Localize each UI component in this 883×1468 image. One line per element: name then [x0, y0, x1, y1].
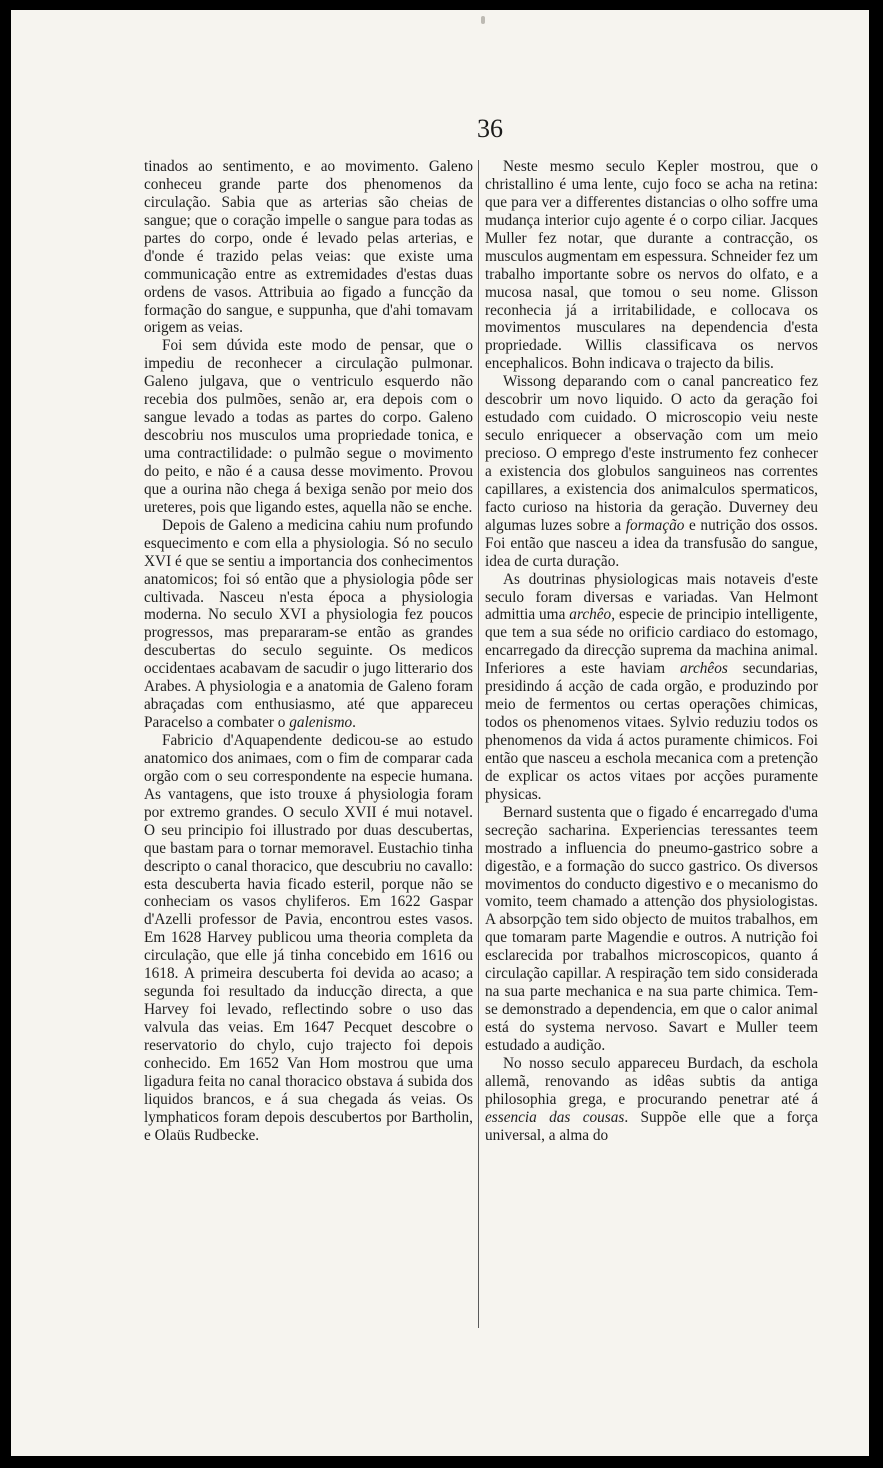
paragraph: Depois de Galeno a medicina cahiu num profundo esquecimento e com ella a physiologia. Só no seculo XVI é que se sentiu a importancia dos conhecimentos anatomicos; foi só então que a physiologia pôde ser cultivada. Nasceu n'esta época a physiologia moderna. No seculo XVI a physiologia fez poucos progressos, mas prepararam-se então as grandes descubertas do seculo seguinte. Os medicos occidentaes acabavam de sacudir o jugo litterario dos Arabes. A physiologia e a anatomia de Galeno foram abraçadas com enthusiasmo, até que appareceu Paracelso a combater o galenismo.	[144, 516, 473, 732]
page-mark	[481, 16, 485, 24]
paragraph: Wissong deparando com o canal pancreatico fez descobrir um novo liquido. O acto da geração foi estudado com cuidado. O microscopio veiu neste seculo enriquecer a observação com um meio precioso. O emprego d'este instrumento fez conhecer a existencia dos globulos sanguineos nas correntes capillares, a existencia dos animalculos spermaticos, facto curioso na historia da geração. Duverney deu algumas luzes sobre a formação e nutrição dos ossos. Foi então que nasceu a idea da transfusão do sangue, idea de curta duração.	[485, 373, 818, 570]
italic-term: formação	[625, 516, 685, 534]
paragraph: As doutrinas physiologicas mais notaveis d'este seculo foram diversas e variadas. Van Helmont admittia uma archêo, especie de principio intelligente, que tem a sua séde no orificio cardiaco do estomago, encarregado da direcção suprema da machina animal. Inferiores a este haviam archêos secundarias, presidindo á acção de cada orgão, e produzindo por meio de fermentos ou certas operações chimicas, todos os phenomenos vitaes. Sylvio reduziu todos os phenomenos da vida á actos puramente chimicos. Foi então que nasceu a eschola mecanica com a pretenção de explicar os actos vitaes por acções puramente physicas.	[485, 570, 818, 803]
paragraph: No nosso seculo appareceu Burdach, da eschola allemã, renovando as idêas subtis da antiga philosophia grega, e procurando penetrar até á essencia das cousas. Suppõe elle que a força universal, a alma do	[485, 1054, 818, 1144]
paragraph: Fabricio d'Aquapendente dedicou-se ao estudo anatomico dos animaes, com o fim de comparar cada orgão com o seu correspondente na especie humana. As vantagens, que isto trouxe á physiologia foram por extremo grandes. O seculo XVII é mui notavel. O seu principio foi illustrado por duas descubertas, que bastam para o tornar memoravel. Eustachio tinha descripto o canal thoracico, que descubriu no cavallo: esta descuberta havia ficado esteril, porque não se conheciam os vasos chyliferos. Em 1622 Gaspar d'Azelli professor de Pavia, encontrou estes vasos. Em 1628 Harvey publicou uma theoria completa da circulação, que elle já tinha concebido em 1616 ou 1618. A primeira descuberta foi devida ao acaso; a segunda foi resultado da inducção directa, a que Harvey foi levado, reflectindo sobre o uso das valvula das veias. Em 1647 Pecquet descobre o reservatorio do chylo, cujo trajecto foi depois conhecido. Em 1652 Van Hom mostrou que uma ligadura feita no canal thoracico obstava á subida dos liquidos brancos, e á sua chegada ás veias. Os lymphaticos foram depois descubertos por Bartholin, e Olaüs Rudbecke.	[144, 732, 473, 1144]
paragraph: Foi sem dúvida este modo de pensar, que o impediu de reconhecer a circulação pulmonar. Galeno julgava, que o ventriculo esquerdo não recebia dos pulmões, senão ar, era depois com o sangue levado a todas as partes do corpo. Galeno descobriu nos musculos uma propriedade tonica, e uma contractilidade: o pulmão segue o movimento do peito, e não é a causa desse movimento. Provou que a ourina não chega á bexiga senão por meio dos ureteres, pois que ligando estes, aquella não se enche.	[144, 337, 473, 516]
italic-term: archêo	[569, 606, 612, 624]
italic-term: archêos	[679, 660, 728, 678]
paragraph: Neste mesmo seculo Kepler mostrou, que o christallino é uma lente, cujo foco se acha na retina: que para ver a differentes distancias o olho soffre uma mudança interior cujo agente é o corpo ciliar. Jacques Muller fez notar, que durante a contracção, os musculos augmentam em espessura. Schneider fez um trabalho importante sobre os nervos do olfato, e a mucosa nasal, que tomou o seu nome. Glisson reconhecia já a irritabilidade, e collocava os movimentos musculares na dependencia d'esta propriedade. Willis classificava os nervos encephalicos. Bohn indicava o trajecto da bilis.	[485, 158, 818, 373]
paragraph: tinados ao sentimento, e ao movimento. Galeno conheceu grande parte dos phenomenos da circulação. Sabia que as arterias são cheias de sangue; que o coração impelle o sangue para todas as partes do corpo, onde é levado pelas arterias, e d'onde é trazido pelas veias: que existe uma communicação entre as extremidades d'estas duas ordens de vasos. Attribuia ao figado a funcção da formação do sangue, e suppunha, que d'ahi tomavam origem as veias.	[144, 158, 473, 337]
page-number: 36	[477, 114, 503, 143]
paragraph: Bernard sustenta que o figado é encarregado d'uma secreção sacharina. Experiencias teressantes teem mostrado a influencia do pneumo-gastrico sobre a digestão, e a formação do succo gastrico. Os diversos movimentos do conducto digestivo e o mecanismo do vomito, teem chamado a attenção dos physiologistas. A absorpção tem sido objecto de muitos trabalhos, em que tomaram parte Magendie e outros. A nutrição foi esclarecida por trabalhos microscopicos, quanto á circulação capillar. A respiração tem sido considerada na sua parte mechanica e na sua parte chimica. Tem-se demonstrado a dependencia, em que o calor animal está do systema nervoso. Savart e Muller teem estudado a audição.	[485, 803, 818, 1054]
italic-term: galenismo	[289, 714, 353, 732]
column-divider	[478, 160, 479, 1328]
left-column	[144, 158, 473, 1145]
italic-term: essencia das cousas	[485, 1108, 625, 1126]
right-column	[485, 158, 818, 1145]
book-page	[11, 10, 869, 1456]
